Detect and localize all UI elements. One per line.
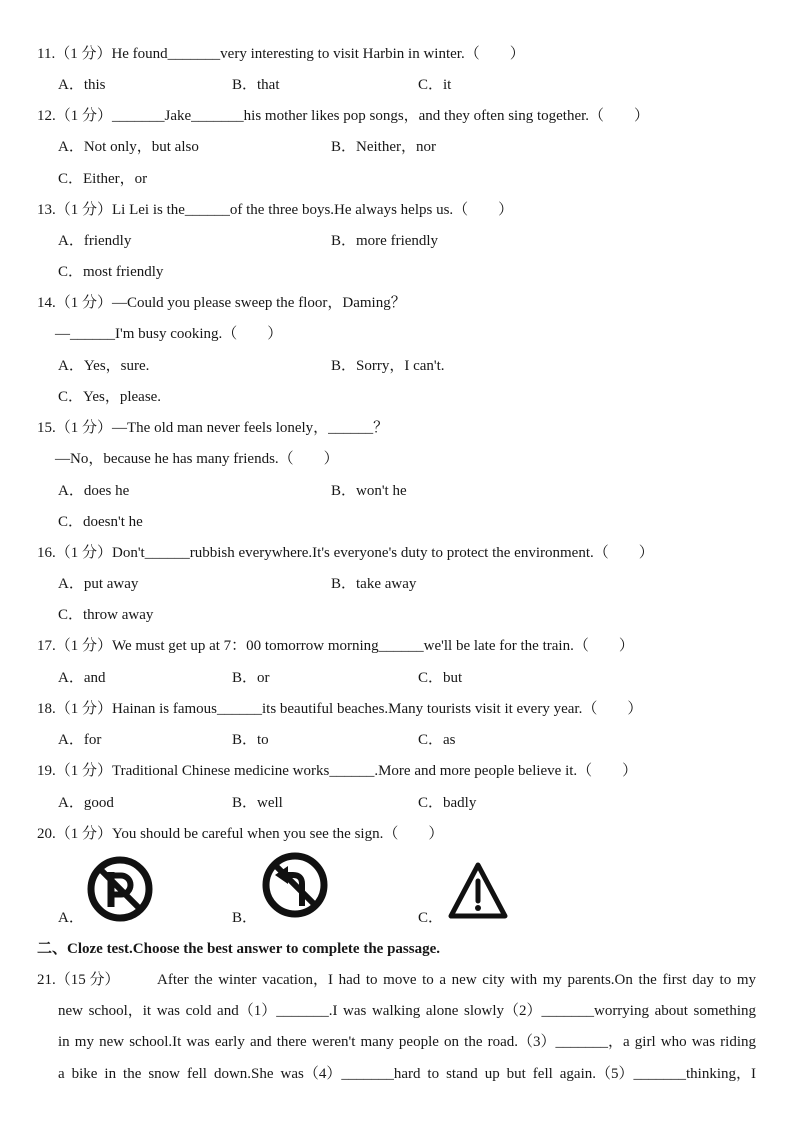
question-18-stem: 18.（1 分）Hainan is famous______its beautiful beaches.Many tourists visit it every year.（ ） — [37, 701, 643, 717]
question-17-stem: 17.（1 分）We must get up at 7：00 tomorrow morning______we'll be late for the train.（ ） — [37, 638, 634, 654]
question-11-stem: 11.（1 分）He found_______very interesting to visit Harbin in winter.（ ） — [37, 46, 525, 62]
question-19-option-a: A．good — [58, 795, 114, 811]
section-two-heading: 二、Cloze test.Choose the best answer to complete the passage. — [37, 941, 440, 957]
passage-line — [58, 1064, 756, 1084]
question-15-stem: 15.（1 分）—The old man never feels lonely，______？ — [37, 420, 389, 436]
question-15-option-c: C．doesn't he — [58, 514, 143, 530]
question-13-option-b: B．more friendly — [331, 233, 439, 249]
question-18-option-c: C．as — [418, 732, 456, 748]
question-17-option-a: A．and — [58, 670, 106, 686]
question-15-reply: —No，because he has many friends.（ ） — [55, 451, 339, 467]
question-21-number: 21.（15 分） — [37, 972, 120, 988]
question-20-option-b-label: B． — [232, 910, 258, 926]
question-14-reply: —______I'm busy cooking.（ ） — [55, 326, 283, 342]
question-14-stem: 14.（1 分）—Could you please sweep the floor，Daming？ — [37, 295, 406, 311]
question-13-stem: 13.（1 分）Li Lei is the______of the three boys.He always helps us.（ ） — [37, 202, 514, 218]
question-11-option-b: B．that — [232, 77, 280, 93]
question-15-option-a: A．does he — [58, 483, 130, 499]
question-15-option-b: B．won't he — [331, 483, 407, 499]
question-14-option-c: C．Yes，please. — [58, 389, 162, 405]
question-16-option-c: C．throw away — [58, 607, 154, 623]
no-parking-sign-icon — [86, 855, 154, 923]
passage-line — [58, 1001, 756, 1021]
question-12-option-a: A．Not only，but also — [58, 139, 199, 155]
question-11-option-c: C．it — [418, 77, 452, 93]
question-16-stem: 16.（1 分）Don't______rubbish everywhere.It's everyone's duty to protect the environment.（ ） — [37, 545, 654, 561]
question-13-option-c: C．most friendly — [58, 264, 164, 280]
question-12-option-b: B．Neither，nor — [331, 139, 436, 155]
passage-line-text: a bike in the snow fell down.She was（4）_______hard to stand up but fell again.（5）_______thinking，I — [58, 1066, 756, 1082]
question-20-option-a-label: A． — [58, 910, 84, 926]
passage-line-text: in my new school.It was early and there weren't many people on the road.（3）_______，a girl who was riding — [58, 1034, 756, 1050]
warning-sign-icon — [446, 860, 510, 920]
question-17-option-c: C．but — [418, 670, 463, 686]
passage-line — [58, 1032, 756, 1052]
question-18-option-b: B．to — [232, 732, 269, 748]
question-19-option-c: C．badly — [418, 795, 477, 811]
question-19-stem: 19.（1 分）Traditional Chinese medicine works______.More and more people believe it.（ ） — [37, 763, 638, 779]
question-12-option-c: C．Either，or — [58, 171, 148, 187]
question-14-option-a: A．Yes，sure. — [58, 358, 150, 374]
question-17-option-b: B．or — [232, 670, 270, 686]
question-16-option-a: A．put away — [58, 576, 139, 592]
passage-line-text: new school，it was cold and（1）_______.I was walking alone slowly（2）_______worrying about something — [58, 1003, 756, 1019]
question-16-option-b: B．take away — [331, 576, 417, 592]
passage-line-text: After the winter vacation，I had to move to a new city with my parents.On the first day to my — [157, 972, 756, 988]
question-13-option-a: A．friendly — [58, 233, 132, 249]
question-11-option-a: A．this — [58, 77, 106, 93]
question-14-option-b: B．Sorry，I can't. — [331, 358, 445, 374]
question-12-stem: 12.（1 分）_______Jake_______his mother likes pop songs，and they often sing together.（ ） — [37, 108, 650, 124]
question-20-option-c-label: C． — [418, 910, 444, 926]
question-19-option-b: B．well — [232, 795, 283, 811]
no-turning-sign-icon — [261, 851, 329, 919]
question-18-option-a: A．for — [58, 732, 102, 748]
question-20-stem: 20.（1 分）You should be careful when you see the sign.（ ） — [37, 826, 444, 842]
passage-line — [157, 970, 756, 990]
